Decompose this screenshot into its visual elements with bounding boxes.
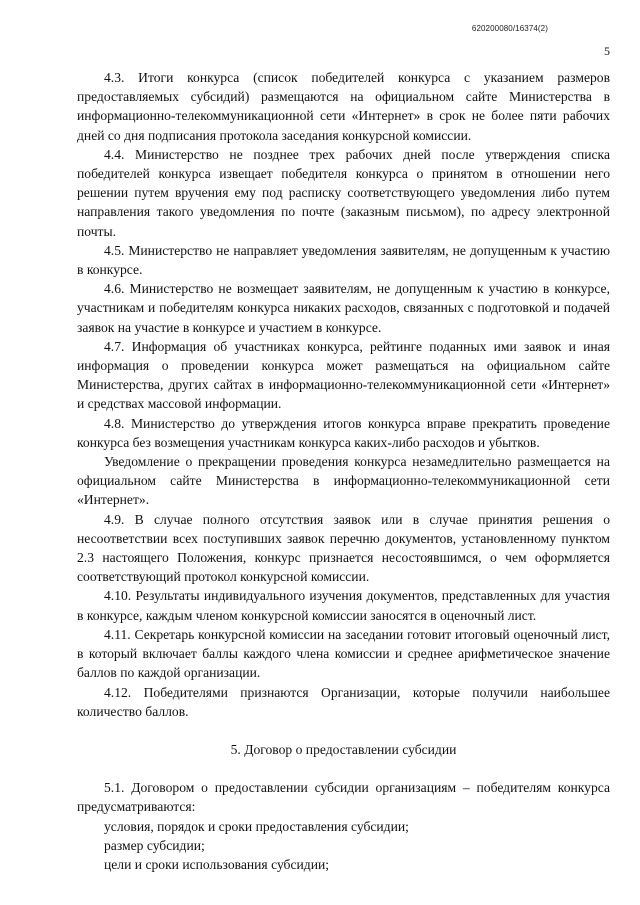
paragraph-4-4: 4.4. Министерство не позднее трех рабочих дней после утверждения списка победителей конкурса извещает победителя конкурса о принятом в отношении него решении путем вручения ему под расписку соответствующего уведомления либо путем направления такого уведомления по почте (заказным письмом), по адресу электронной почты. [77,146,610,239]
spacer [77,759,610,778]
list-item-conditions: условия, порядок и сроки предоставления субсидии; [104,818,409,834]
list-item-purposes: цели и сроки использования субсидии; [104,856,330,872]
paragraph-5-1: 5.1. Договором о предоставлении субсидии организациям – победителям конкурса предусматриваются: [77,780,610,815]
section-heading: 5. Договор о предоставлении субсидии [230,741,457,757]
document-code: 620200080/16374(2) [471,24,548,33]
paragraph-4-5: 4.5. Министерство не направляет уведомления заявителям, не допущенным к участию в конкурсе. [77,242,610,278]
paragraph-4-3: 4.3. Итоги конкурса (список победителей конкурса с указанием размеров предоставляемых субсидий) размещаются на официальном сайте Министерства в информационно-телекоммуникационной сети «Интернет» в срок не более пяти рабочих дней со дня подписания протокола заседания конкурсной комиссии. [77,70,610,143]
page-number: 5 [604,44,610,58]
list-item-amount: размер субсидии; [104,837,205,853]
paragraph-4-6: 4.6. Министерство не возмещает заявителям, не допущенным к участию в конкурсе, участникам и победителям конкурса никаких расходов, связанных с подготовкой и подачей заявок на участие в конкурсе и участием в конкурсе. [77,281,610,335]
paragraph-4-10: 4.10. Результаты индивидуального изучения документов, представленных для участия в конкурсе, каждым членом конкурсной комиссии заносятся в оценочный лист. [77,588,610,623]
paragraph-4-11: 4.11. Секретарь конкурсной комиссии на заседании готовит итоговый оценочный лист, в который включает баллы каждого члена комиссии и среднее арифметическое значение баллов по каждой организации. [77,626,610,681]
document-body [77,68,610,874]
paragraph-4-8: 4.8. Министерство до утверждения итогов конкурса вправе прекратить проведение конкурса без возмещения участникам конкурса каких-либо расходов и убытков. [77,415,610,450]
paragraph-4-9: 4.9. В случае полного отсутствия заявок или в случае принятия решения о несоответствии всех поступивших заявок перечню документов, установленному пунктом 2.3 настоящего Положения, конкурс признается несостоявшимся, о чем оформляется соответствующий протокол конкурсной комиссии. [77,511,610,585]
paragraph-4-7: 4.7. Информация об участниках конкурса, рейтинге поданных ими заявок и иная информация о проведении конкурса может размещаться на официальном сайте Министерства, других сайтах в информационно-телекоммуникационной сети «Интернет» и средствах массовой информации. [77,338,610,412]
paragraph-termination-notice: Уведомление о прекращении проведения конкурса незамедлительно размещается на официальном сайте Министерства в информационно-телекоммуникационной сети «Интернет». [77,454,610,508]
spacer [77,721,610,740]
paragraph-4-12: 4.12. Победителями признаются Организации, которые получили наибольшее количество баллов. [77,684,610,719]
